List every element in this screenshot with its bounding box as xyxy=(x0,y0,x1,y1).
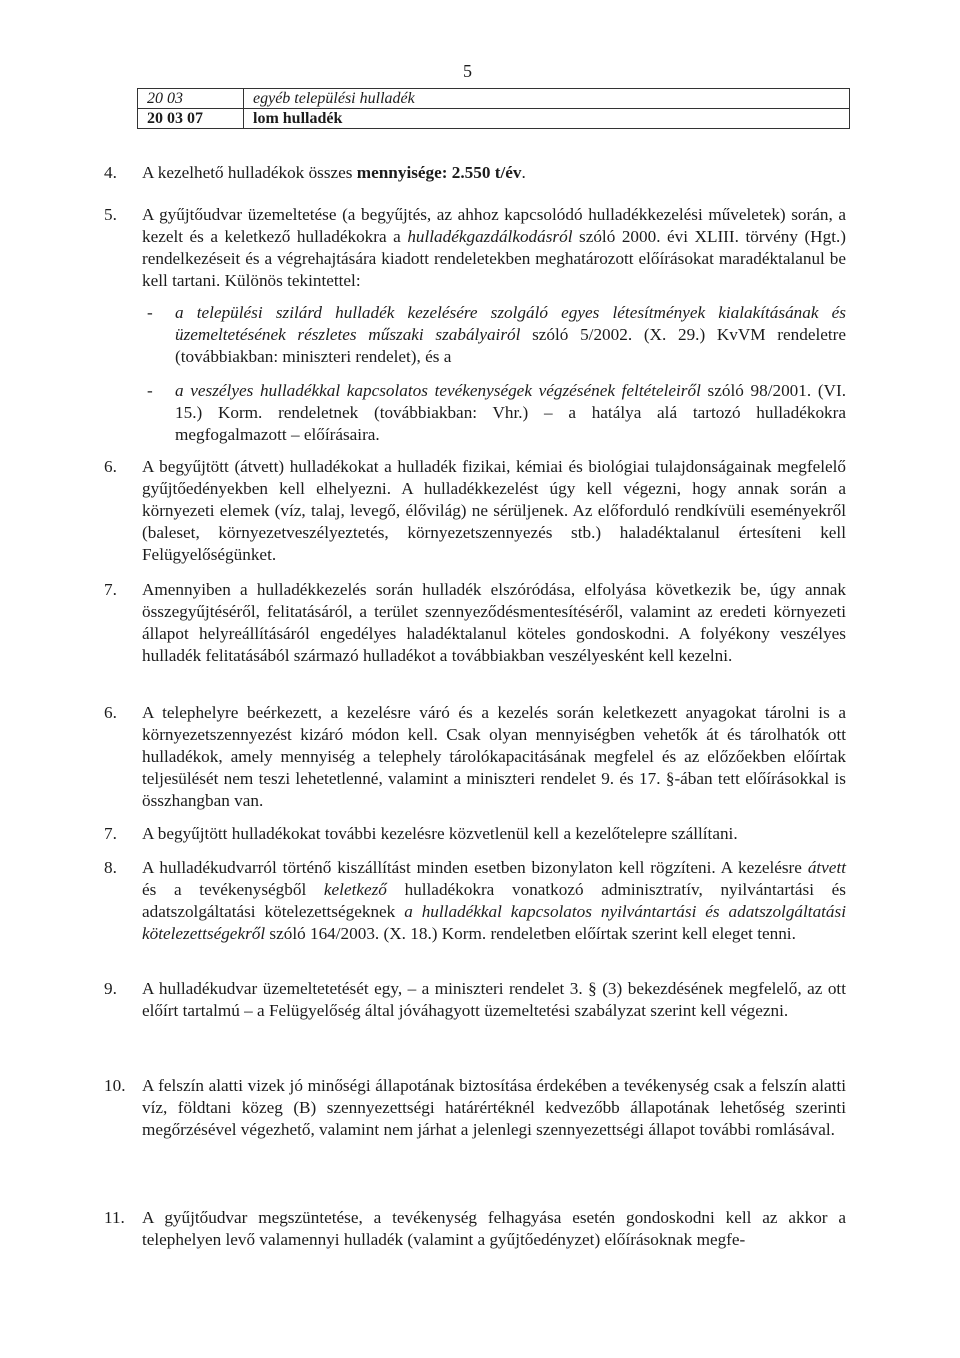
page-number: 5 xyxy=(463,61,472,81)
item-number: 9. xyxy=(104,979,117,998)
item-number: 11. xyxy=(104,1208,125,1227)
text-run: szóló 2000. évi XLIII. törvény (Hgt.) rendelkezéseit és a végrehajtására kiadott rendeletekben meghatározott előírásokat maradéktalanul be kell tartani. Különös tekintettel: xyxy=(142,227,846,290)
list-item xyxy=(104,702,846,812)
list-item xyxy=(104,204,846,292)
list-item xyxy=(104,857,846,945)
sub-item-text xyxy=(175,380,846,446)
text-run: A hulladékudvarról történő kiszállítást minden esetben bizonylaton kell rögzíteni. A kezelésre xyxy=(142,858,808,877)
text-run: és a tevékenységből xyxy=(142,880,324,899)
item-text: A hulladékudvar üzemeltetetését egy, – a miniszteri rendelet 3. § (3) bekezdésének megfelelő, az ott előírt tartalmú – a Felügyelőség által jóváhagyott üzemeltetési szabályzat szerint kell végezni. xyxy=(142,979,846,1020)
item-number: 8. xyxy=(104,858,117,877)
dash-bullet: - xyxy=(147,303,153,322)
list-item xyxy=(104,1075,846,1141)
item-text: A gyűjtőudvar megszüntetése, a tevékenység felhagyása esetén gondoskodni kell az akkor a telephelyen levő valamennyi hulladék (valamint a gyűjtőedényzet) előírásoknak megfe- xyxy=(142,1208,846,1249)
item-text: A begyűjtött hulladékokat további kezelésre közvetlenül kell a kezelőtelepre szállítani. xyxy=(142,824,738,843)
text-run: A gyűjtőudvar üzemeltetése (a begyűjtés, az ahhoz kapcsolódó hulladékkezelési műveletek) során, a kezelt és a keletkező hulladékokra a xyxy=(142,205,846,246)
item-number: 10. xyxy=(104,1076,126,1095)
waste-code-table xyxy=(137,88,850,129)
italic-title: a hulladékkal kapcsolatos nyilvántartási és adatszolgáltatási kötelezettségekről xyxy=(142,902,846,943)
item-number: 6. xyxy=(104,457,117,476)
italic-term: keletkező xyxy=(323,880,387,899)
item-text: A telephelyre beérkezett, a kezelésre váró és a kezelés során keletkezett anyagokat tárolni is a környezetszennyezést kizáró módon kell. Csak olyan mennyiségben vehetők át és tárolhatók ott hulladékok, amely mennyiség a telephely tárolókapacitásának megfelel és az előzőekben előírtak teljesülését nem teszi lehetetlenné, valamint a miniszteri rendelet 9. és 17. §-ában tett előírásokkal is összhangban van. xyxy=(142,703,846,810)
waste-name-cell: egyéb települési hulladék xyxy=(244,89,850,109)
item-number: 5. xyxy=(104,205,117,224)
waste-name-cell: lom hulladék xyxy=(244,109,850,129)
italic-title: a veszélyes hulladékkal kapcsolatos tevékenységek végzésének feltételeiről xyxy=(175,381,701,400)
table-row xyxy=(138,89,850,109)
sub-item-text xyxy=(175,302,846,368)
table-row xyxy=(138,109,850,129)
text-run: szóló 5/2002. (X. 29.) KvVM rendeletre (továbbiakban: miniszteri rendelet), és a xyxy=(175,325,846,366)
sub-list-item xyxy=(147,380,846,446)
text-run: A kezelhető hulladékok összes xyxy=(142,163,357,182)
list-item xyxy=(104,456,846,566)
bold-quantity: mennyisége: 2.550 t/év xyxy=(356,163,522,182)
dash-bullet: - xyxy=(147,381,153,400)
italic-term: átvett xyxy=(807,858,846,877)
list-item xyxy=(104,1207,846,1251)
italic-title: hulladékgazdálkodásról xyxy=(407,227,573,246)
list-item xyxy=(104,162,846,184)
item-number: 7. xyxy=(104,580,117,599)
item-text xyxy=(142,857,846,945)
item-text: Amennyiben a hulladékkezelés során hulladék elszóródása, elfolyása következik be, úgy annak összegyűjtéséről, felitatásáról, a terület szennyeződésmentesítéséről, valamint az eredeti környezeti állapot helyreállításáról engedélyes haladéktalanul köteles gondoskodni. A folyékony veszélyes hulladék felitatásából származó hulladékot a továbbiakban veszélyesként kell kezelni. xyxy=(142,580,846,665)
item-text: A begyűjtött (átvett) hulladékokat a hulladék fizikai, kémiai és biológiai tulajdonságainak megfelelő gyűjtőedényekben kell elhelyezni. A hulladékkezelést úgy kell végezni, hogy annak során a környezeti elemek (víz, talaj, levegő, élővilág) ne sérüljenek. Az előforduló rendkívüli eseményekről (baleset, környezetveszélyeztetés, környezetszennyezés stb.) haladéktalanul értesíteni kell Felügyelőségünket. xyxy=(142,457,846,564)
item-text: A felszín alatti vizek jó minőségi állapotának biztosítása érdekében a tevékenység csak a felszín alatti víz, földtani közeg (B) szennyezettségi határértéknél kedvezőbb állapotának lehetőség szerinti megőrzésével végezhető, valamint nem járhat a jelenlegi szennyezettségi állapot további romlásával. xyxy=(142,1076,846,1139)
text-run: hulladékokra vonatkozó adminisztratív, nyilvántartási és adatszolgáltatási kötelezettségeknek xyxy=(142,880,846,921)
text-run: szóló 164/2003. (X. 18.) Korm. rendeletben előírtak szerint kell eleget tenni. xyxy=(265,924,796,943)
list-item xyxy=(104,579,846,667)
item-text xyxy=(142,162,846,184)
text-run: . xyxy=(521,163,526,182)
list-item xyxy=(104,823,846,845)
italic-title: a települési szilárd hulladék kezelésére szolgáló egyes létesítmények kialakításának és üzemeltetésének részletes műszaki szabályairól xyxy=(175,303,846,344)
item-number: 7. xyxy=(104,824,117,843)
item-text xyxy=(142,204,846,292)
sub-list-item xyxy=(147,302,846,368)
waste-code-cell: 20 03 07 xyxy=(138,109,244,129)
item-number: 6. xyxy=(104,703,117,722)
list-item xyxy=(104,978,846,1022)
waste-code-cell: 20 03 xyxy=(138,89,244,109)
item-number: 4. xyxy=(104,163,117,182)
text-run: szóló 98/2001. (VI. 15.) Korm. rendeletnek (továbbiakban: Vhr.) – a hatálya alá tartozó hulladékokra megfogalmazott – előírásaira. xyxy=(175,381,846,444)
